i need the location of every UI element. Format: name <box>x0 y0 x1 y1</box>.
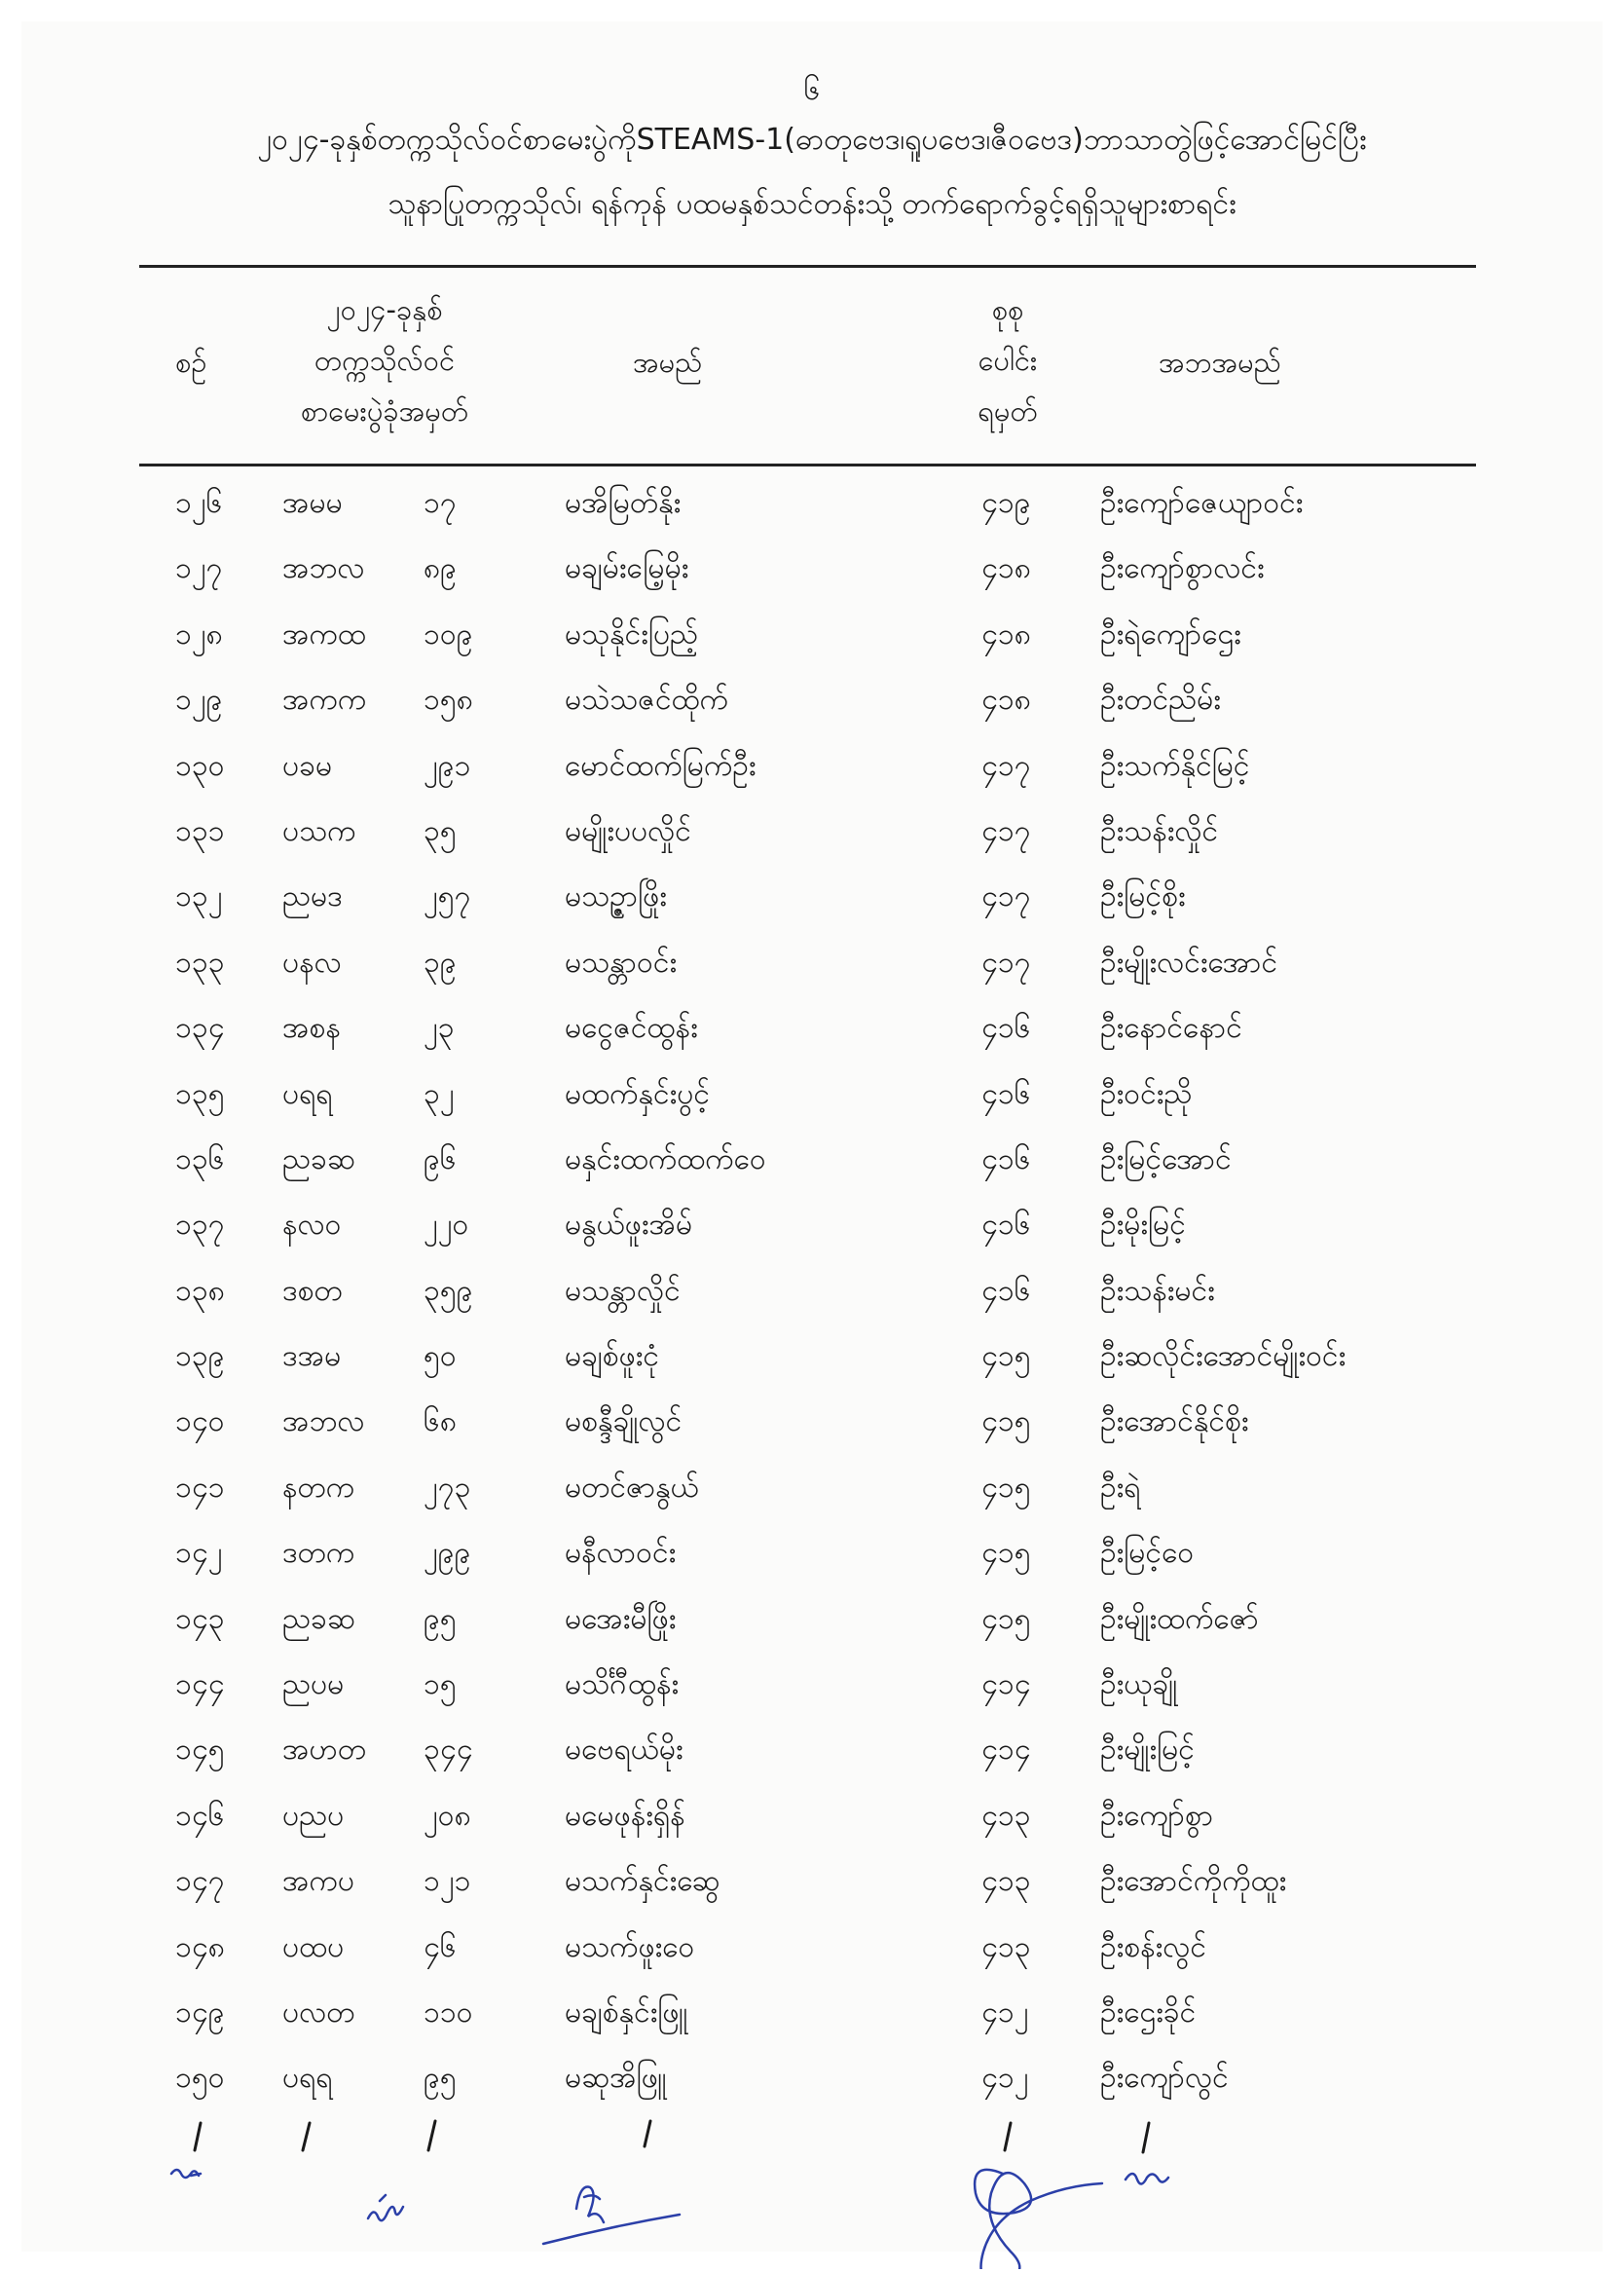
header-exam-seat-line3: စာမေးပွဲခုံအမှတ် <box>300 394 469 428</box>
total-score-cell: ၄၁၄ <box>981 1667 1031 1702</box>
father-name-cell: ဦးရဲ <box>1100 1470 1141 1505</box>
exam-number-cell: ၉၅ <box>424 1601 457 1636</box>
total-score-cell: ၄၁၂ <box>981 1994 1029 2030</box>
father-name-cell: ဦးသန်းလှိုင် <box>1100 813 1219 848</box>
table-row <box>0 864 1624 929</box>
exam-code-cell: ညခဆ <box>282 1141 355 1176</box>
header-exam-seat-line2: တက္ကသိုလ်ဝင် <box>314 344 456 377</box>
table-row <box>0 1127 1624 1192</box>
table-row <box>0 995 1624 1061</box>
father-name-cell: ဦးမိုးမြင့် <box>1100 1208 1186 1243</box>
total-score-cell: ၄၁၆ <box>981 1011 1031 1046</box>
exam-code-cell: ဒတက <box>282 1536 355 1571</box>
student-name-cell: မငွေဇင်ထွန်း <box>565 1011 698 1046</box>
exam-number-cell: ၃၄၄ <box>424 1733 473 1768</box>
exam-number-cell: ၁၅၈ <box>424 683 473 718</box>
student-name-cell: မအေးမီဖြိုး <box>565 1601 677 1636</box>
page-number: ၆ <box>803 73 821 107</box>
header-total-score-line3: ရမှတ် <box>978 394 1038 428</box>
student-name-cell: မမေဖုန်းရှိန် <box>565 1798 685 1833</box>
exam-code-cell: နလဝ <box>282 1208 342 1243</box>
exam-code-cell: ပရရ <box>282 2061 333 2096</box>
exam-code-cell: ပနလ <box>282 945 342 980</box>
tick-mark <box>1143 2123 1149 2152</box>
total-score-cell: ၄၁၆ <box>981 1273 1031 1308</box>
tick-mark <box>303 2123 310 2150</box>
tick-mark <box>195 2123 201 2150</box>
table-row <box>0 1652 1624 1717</box>
exam-code-cell: ပရရ <box>282 1076 333 1111</box>
table-row <box>0 799 1624 864</box>
serial-cell: ၁၃၅ <box>175 1076 225 1111</box>
exam-number-cell: ၃၅၉ <box>424 1273 473 1308</box>
student-name-cell: မချစ်ဖူးငုံ <box>565 1339 660 1374</box>
exam-code-cell: ဒစတ <box>282 1273 343 1308</box>
table-row <box>0 1323 1624 1389</box>
student-name-cell: မသန္တာလှိုင် <box>565 1273 681 1308</box>
header-name: အမည် <box>633 346 703 379</box>
serial-cell: ၁၃၄ <box>175 1011 225 1046</box>
exam-code-cell: အဘလ <box>282 1404 365 1439</box>
serial-cell: ၁၄၄ <box>175 1667 225 1702</box>
serial-cell: ၁၅၀ <box>175 2061 225 2096</box>
father-name-cell: ဦးမျိုးထက်ဇော် <box>1100 1601 1259 1636</box>
table-row <box>0 1783 1624 1848</box>
serial-cell: ၁၃၃ <box>175 945 225 980</box>
father-name-cell: ဦးအောင်နိုင်စိုး <box>1100 1404 1249 1439</box>
father-name-cell: ဦးရဲကျော်ဌေး <box>1100 616 1241 652</box>
father-name-cell: ဦးယုချို <box>1100 1667 1178 1702</box>
serial-cell: ၁၄၉ <box>175 1994 225 2030</box>
student-name-cell: မဆုအိဖြူ <box>565 2061 667 2096</box>
table-row <box>0 733 1624 799</box>
exam-number-cell: ၉၆ <box>424 1141 457 1176</box>
table-row <box>0 2045 1624 2110</box>
exam-code-cell: အကထ <box>282 616 366 652</box>
total-score-cell: ၄၁၅ <box>981 1339 1031 1374</box>
total-score-cell: ၄၁၅ <box>981 1470 1031 1505</box>
student-name-cell: မဗေရယ်မိုး <box>565 1733 683 1768</box>
table-row <box>0 1915 1624 1980</box>
total-score-cell: ၄၁၅ <box>981 1536 1031 1571</box>
student-name-cell: မသဉ္ဇာဖြိုး <box>565 879 667 914</box>
table-row <box>0 1062 1624 1127</box>
student-name-cell: မသန္တာဝင်း <box>565 945 678 980</box>
exam-code-cell: ညခဆ <box>282 1601 355 1636</box>
table-row <box>0 667 1624 732</box>
total-score-cell: ၄၁၃ <box>981 1798 1031 1833</box>
exam-number-cell: ၂၇၃ <box>424 1470 471 1505</box>
exam-number-cell: ၂၂၀ <box>424 1208 469 1243</box>
exam-number-cell: ၁၀၉ <box>424 616 473 652</box>
total-score-cell: ၄၁၅ <box>981 1601 1031 1636</box>
serial-cell: ၁၃၈ <box>175 1273 225 1308</box>
table-row <box>0 1258 1624 1323</box>
header-bottom-rule <box>139 464 1476 466</box>
table-row <box>0 1192 1624 1257</box>
total-score-cell: ၄၁၆ <box>981 1141 1031 1176</box>
initials-signature <box>368 2195 403 2220</box>
total-score-cell: ၄၁၅ <box>981 1404 1031 1439</box>
serial-cell: ၁၄၈ <box>175 1929 225 1964</box>
total-score-cell: ၄၁၄ <box>981 1733 1031 1768</box>
father-name-cell: ဦးမျိုးလင်းအောင် <box>1100 945 1278 980</box>
father-name-cell: ဦးကျော်လွင် <box>1100 2061 1229 2096</box>
exam-number-cell: ၅၀ <box>424 1339 457 1374</box>
document-title-line-2: သူနာပြုတက္ကသိုလ်၊ ရန်ကုန် ပထမနှစ်သင်တန်းသို့ တက်ရောက်ခွင့်ရရှိသူများစာရင်း <box>388 187 1236 221</box>
student-name-cell: မသိင်္ဂီထွန်း <box>565 1667 680 1702</box>
exam-code-cell: ပထပ <box>282 1929 345 1964</box>
total-score-cell: ၄၁၈ <box>981 551 1031 586</box>
header-total-score <box>954 284 1061 436</box>
header-exam-seat-line1: ၂၀၂၄-ခုနှစ် <box>326 293 443 326</box>
exam-number-cell: ၃၂ <box>424 1076 455 1111</box>
serial-cell: ၁၄၇ <box>175 1864 225 1899</box>
exam-number-cell: ၁၇ <box>424 486 457 520</box>
exam-number-cell: ၁၂၁ <box>424 1864 471 1899</box>
table-row <box>0 1848 1624 1914</box>
serial-cell: ၁၄၅ <box>175 1733 225 1768</box>
serial-cell: ၁၃၇ <box>175 1208 225 1243</box>
table-row <box>0 1389 1624 1454</box>
exam-number-cell: ၂၉၁ <box>424 748 471 783</box>
father-name-cell: ဦးကျော်ဇေယျာဝင်း <box>1100 486 1304 520</box>
total-score-cell: ၄၁၈ <box>981 616 1031 652</box>
serial-cell: ၁၄၃ <box>175 1601 225 1636</box>
table-row <box>0 470 1624 536</box>
table-row <box>0 930 1624 995</box>
total-score-cell: ၄၁၉ <box>981 486 1031 520</box>
total-score-cell: ၄၁၂ <box>981 2061 1029 2096</box>
serial-cell: ၁၂၆ <box>175 486 223 520</box>
exam-code-cell: အကက <box>282 683 367 718</box>
header-top-rule <box>139 265 1476 268</box>
exam-code-cell: ပညပ <box>282 1798 345 1833</box>
header-total-score-line2: ပေါင်း <box>978 344 1038 377</box>
total-score-cell: ၄၁၃ <box>981 1864 1031 1899</box>
serial-cell: ၁၃၂ <box>175 879 223 914</box>
serial-cell: ၁၂၉ <box>175 683 223 718</box>
total-score-cell: ၄၁၆ <box>981 1076 1031 1111</box>
serial-cell: ၁၄၂ <box>175 1536 223 1571</box>
father-name-cell: ဦးမျိုးမြင့် <box>1100 1733 1195 1768</box>
father-name-cell: ဦးစန်းလွင် <box>1100 1929 1207 1964</box>
serial-cell: ၁၃၀ <box>175 748 225 783</box>
exam-code-cell: ညပမ <box>282 1667 345 1702</box>
exam-number-cell: ၉၅ <box>424 2061 457 2096</box>
verification-marks <box>0 2104 1624 2269</box>
table-row <box>0 536 1624 601</box>
initials-signature <box>543 2186 680 2244</box>
header-total-score-line1: စုစု <box>991 293 1024 326</box>
student-name-cell: မထက်နှင်းပွင့် <box>565 1076 711 1111</box>
header-exam-seat <box>263 284 506 436</box>
student-name-cell: မနွယ်ဖူးအိမ် <box>565 1208 693 1243</box>
signature-ink <box>171 2170 1168 2269</box>
exam-number-cell: ၃၅ <box>424 813 457 848</box>
serial-cell: ၁၄၆ <box>175 1798 225 1833</box>
student-name-cell: မသုနိုင်းပြည့် <box>565 616 699 652</box>
father-name-cell: ဦးကျော်စွာလင်း <box>1100 551 1265 586</box>
table-row <box>0 1717 1624 1782</box>
father-name-cell: ဦးမြင့်အောင် <box>1100 1141 1232 1176</box>
exam-code-cell: ပလတ <box>282 1994 355 2030</box>
tick-mark <box>428 2121 435 2150</box>
exam-code-cell: အစန <box>282 1011 341 1046</box>
student-name-cell: မသက်နှင်းဆွေ <box>565 1864 720 1899</box>
exam-number-cell: ၂၉၉ <box>424 1536 471 1571</box>
table-row <box>0 1980 1624 2045</box>
student-name-cell: မအိမြတ်နိုး <box>565 486 682 520</box>
total-score-cell: ၄၁၃ <box>981 1929 1031 1964</box>
exam-number-cell: ၁၅ <box>424 1667 457 1702</box>
total-score-cell: ၄၁၇ <box>981 813 1031 848</box>
father-name-cell: ဦးဆလိုင်းအောင်မျိုးဝင်း <box>1100 1339 1347 1374</box>
student-name-cell: မောင်ထက်မြက်ဦး <box>565 748 757 783</box>
exam-number-cell: ၂၅၇ <box>424 879 471 914</box>
document-title-line-1: ၂၀၂၄-ခုနှစ်တက္ကသိုလ်ဝင်စာမေးပွဲကိုSTEAMS-1(ဓာတုဗေဒ၊ရူပဗေဒ၊ဇီဝဗေဒ)ဘာသာတွဲဖြင့်အောင်မြင်ပြီး <box>257 123 1367 157</box>
serial-cell: ၁၂၈ <box>175 616 223 652</box>
father-name-cell: ဦးသန်းမင်း <box>1100 1273 1215 1308</box>
father-name-cell: ဦးတင်ညိမ်း <box>1100 683 1221 718</box>
serial-cell: ၁၂၇ <box>175 551 223 586</box>
exam-code-cell: ပခမ <box>282 748 333 783</box>
result-table-body <box>0 470 1624 2111</box>
father-name-cell: ဦးကျော်စွာ <box>1100 1798 1214 1833</box>
father-name-cell: ဦးဌေးခိုင် <box>1100 1994 1197 2030</box>
serial-cell: ၁၃၁ <box>175 813 225 848</box>
exam-number-cell: ၂၀၈ <box>424 1798 471 1833</box>
exam-number-cell: ၃၉ <box>424 945 457 980</box>
student-name-cell: မနှင်းထက်ထက်ဝေ <box>565 1141 766 1176</box>
total-score-cell: ၄၁၇ <box>981 748 1031 783</box>
exam-code-cell: အဟတ <box>282 1733 367 1768</box>
father-name-cell: ဦးနောင်နောင် <box>1100 1011 1242 1046</box>
father-name-cell: ဦးအောင်ကိုကိုထူး <box>1100 1864 1287 1899</box>
student-name-cell: မချစ်နှင်းဖြူ <box>565 1994 688 2030</box>
exam-number-cell: ၂၃ <box>424 1011 455 1046</box>
header-father-name: အဘအမည် <box>1159 346 1281 379</box>
handwritten-signature <box>975 2170 1102 2269</box>
student-name-cell: မသက်ဖူးဝေ <box>565 1929 695 1964</box>
exam-code-cell: ဒအမ <box>282 1339 342 1374</box>
father-name-cell: ဦးဝင်းညို <box>1100 1076 1193 1111</box>
exam-code-cell: နတက <box>282 1470 355 1505</box>
serial-cell: ၁၄၀ <box>175 1404 225 1439</box>
exam-number-cell: ၄၆ <box>424 1929 457 1964</box>
initials-signature <box>1126 2174 1168 2184</box>
total-score-cell: ၄၁၆ <box>981 1208 1031 1243</box>
serial-cell: ၁၃၉ <box>175 1339 225 1374</box>
student-name-cell: မမျိုးပပလှိုင် <box>565 813 691 848</box>
table-row <box>0 1520 1624 1585</box>
initials-signature <box>171 2170 201 2178</box>
exam-code-cell: ပသက <box>282 813 356 848</box>
tick-mark <box>1005 2123 1011 2150</box>
father-name-cell: ဦးမြင့်စိုး <box>1100 879 1186 914</box>
father-name-cell: ဦးမြင့်ဝေ <box>1100 1536 1195 1571</box>
exam-code-cell: အကပ <box>282 1864 355 1899</box>
exam-number-cell: ၁၁၀ <box>424 1994 473 2030</box>
exam-number-cell: ၆၈ <box>424 1404 458 1439</box>
header-serial: စဉ် <box>175 346 207 379</box>
student-name-cell: မသဲသဇင်ထိုက် <box>565 683 728 718</box>
student-name-cell: မချမ်းမြေ့မိုး <box>565 551 689 586</box>
total-score-cell: ၄၁၇ <box>981 879 1031 914</box>
exam-code-cell: အဘလ <box>282 551 365 586</box>
exam-code-cell: အမမ <box>282 486 343 520</box>
table-row <box>0 602 1624 667</box>
total-score-cell: ၄၁၇ <box>981 945 1031 980</box>
table-row <box>0 1586 1624 1652</box>
serial-cell: ၁၄၁ <box>175 1470 225 1505</box>
total-score-cell: ၄၁၈ <box>981 683 1031 718</box>
student-name-cell: မနီလာဝင်း <box>565 1536 677 1571</box>
student-name-cell: မစန္ဒီချိုလွင် <box>565 1404 683 1439</box>
father-name-cell: ဦးသက်နိုင်မြင့် <box>1100 748 1250 783</box>
table-row <box>0 1455 1624 1520</box>
signature-area <box>0 2104 1624 2269</box>
serial-cell: ၁၃၆ <box>175 1141 225 1176</box>
exam-number-cell: ၈၉ <box>424 551 458 586</box>
student-name-cell: မတင်ဇာနွယ် <box>565 1470 699 1505</box>
exam-code-cell: ညမဒ <box>282 879 343 914</box>
tick-mark <box>645 2121 650 2146</box>
